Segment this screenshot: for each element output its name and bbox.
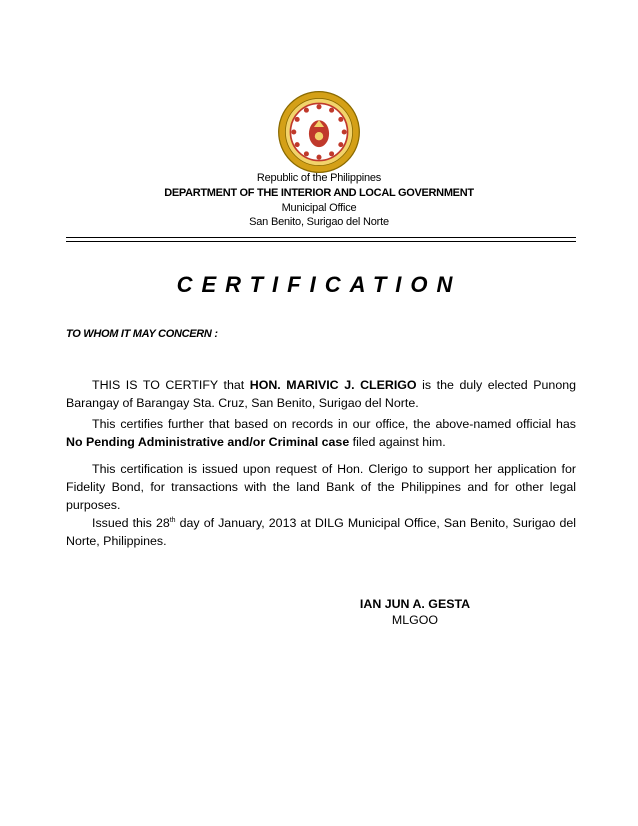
header-country: Republic of the Philippines xyxy=(256,172,382,184)
header-department: DEPARTMENT OF THE INTERIOR AND LOCAL GOVERNMENT xyxy=(164,187,474,199)
paragraph-no-pending-rest: filed against him. xyxy=(349,435,446,449)
paragraph-no-pending-case xyxy=(66,415,576,451)
no-pending-case-emphasis: No Pending Administrative and/or Criminal case xyxy=(66,435,350,449)
paragraph-issued xyxy=(66,514,576,550)
header-divider-thick xyxy=(66,241,576,242)
paragraph-certify-lead: THIS IS TO CERTIFY that xyxy=(92,378,250,392)
paragraph-no-pending-lead: This certifies further that based on records in our office, the above-named official has xyxy=(92,417,576,431)
header-office: Municipal Office xyxy=(281,202,357,214)
document-title: CERTIFICATION xyxy=(176,272,462,297)
issued-date-lead: Issued this 28 xyxy=(92,516,170,530)
official-name: HON. MARIVIC J. CLERIGO xyxy=(249,378,417,392)
issued-date-rest: day of January, 2013 at DILG Municipal Office, San Benito, Surigao del Norte, Philippines. xyxy=(66,516,576,548)
paragraph-certify xyxy=(66,376,576,412)
dilg-seal-icon xyxy=(277,90,361,174)
header-divider-thin xyxy=(66,237,576,238)
paragraph-purpose: This certification is issued upon request of Hon. Clerigo to support her application for Fidelity Bond, for transactions with the land Bank of the Philippines and for other legal purposes. xyxy=(66,462,576,512)
signatory-name: IAN JUN A. GESTA xyxy=(359,597,471,611)
signatory-title: MLGOO xyxy=(391,613,439,627)
salutation: TO WHOM IT MAY CONCERN : xyxy=(66,328,218,340)
paragraph-certify-rest: is the duly elected Punong Barangay of Barangay Sta. Cruz, San Benito, Surigao del Norte. xyxy=(66,378,576,410)
header-location: San Benito, Surigao del Norte xyxy=(249,216,389,228)
ordinal-suffix: th xyxy=(169,516,176,524)
